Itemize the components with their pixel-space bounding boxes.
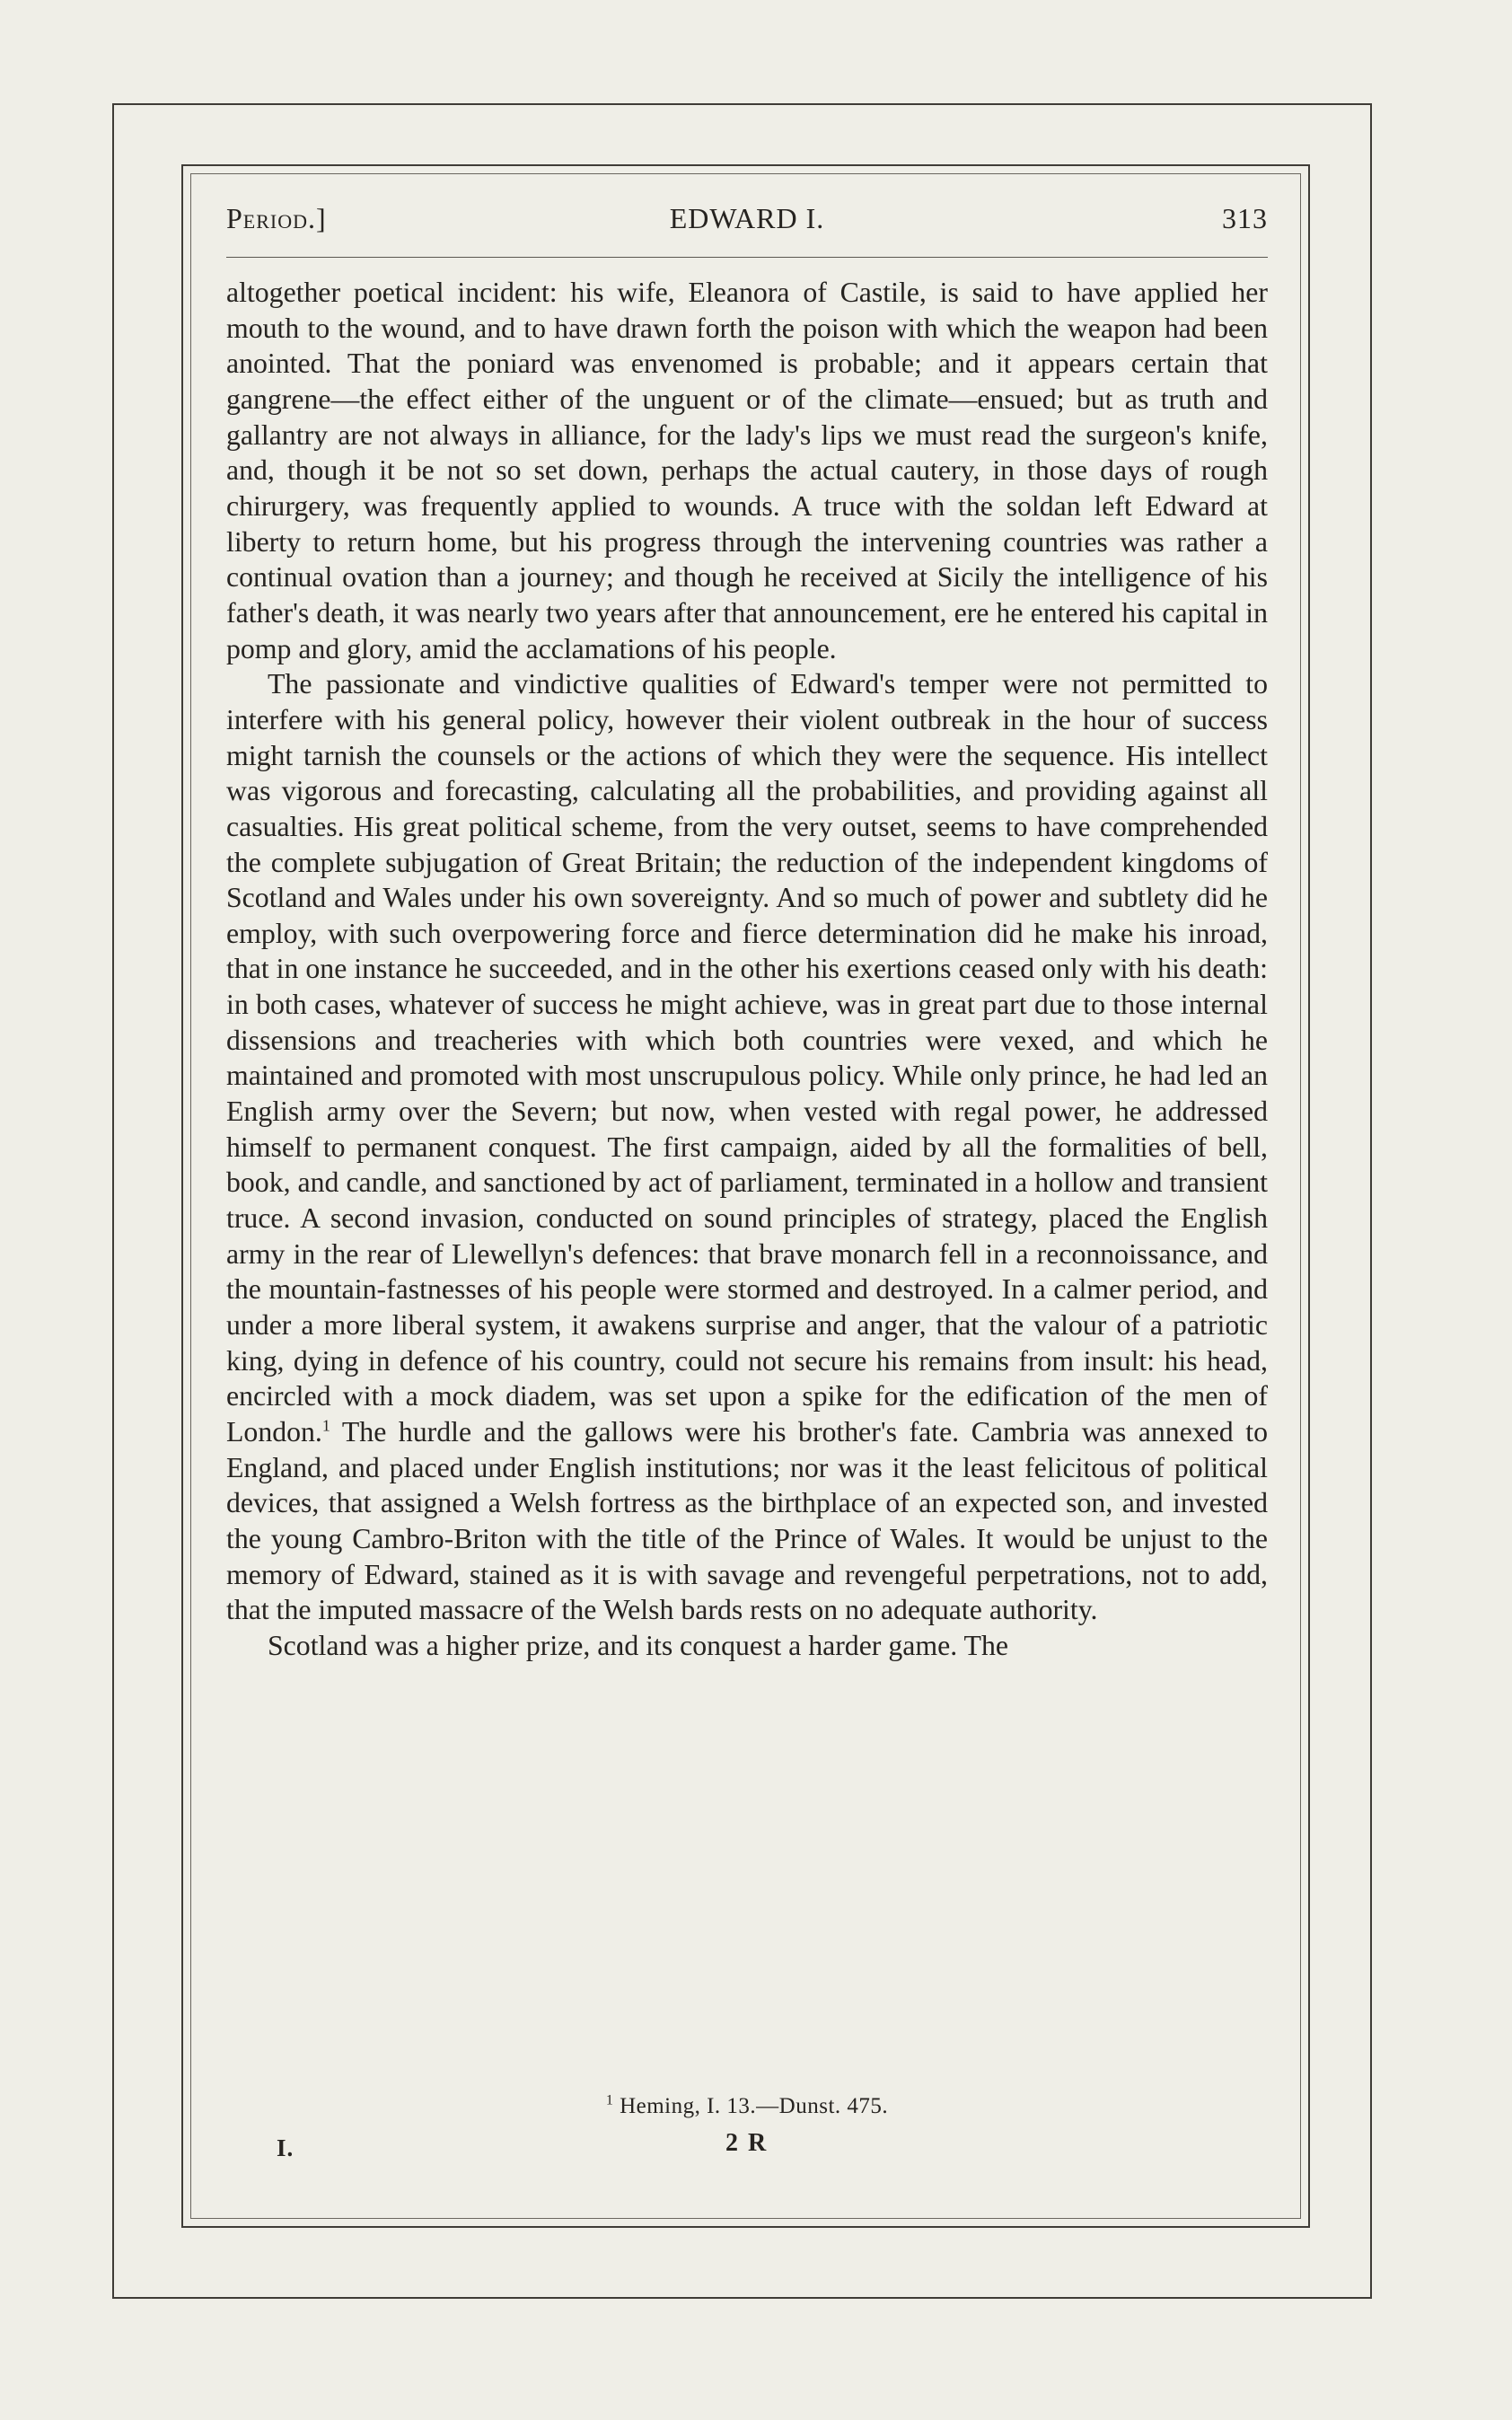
paragraph-3: Scotland was a higher prize, and its conquest a harder game. The	[268, 1629, 1008, 1661]
header-rule	[226, 257, 1268, 258]
footnote-marker: 1	[605, 2092, 614, 2108]
footnote	[226, 2094, 1268, 2119]
running-head	[226, 202, 1268, 247]
paragraph-2	[226, 666, 1268, 1628]
running-head-title: EDWARD I.	[669, 202, 825, 234]
volume-mark: I.	[277, 2134, 294, 2161]
running-head-section: Period.]	[226, 202, 327, 234]
page-number: 313	[1222, 202, 1268, 234]
footnote-text: Heming, I. 13.—Dunst. 475.	[620, 2094, 889, 2118]
paragraph-1: altogether poetical incident: his wife, Eleanora of Castile, is said to have applied her mouth to the wound, and to have drawn forth the poison with which the weapon had been anointed. That the poniard was envenomed is probable; and it appears certain that gangrene—the effect either of the unguent or of the climate—ensued; but as truth and gallantry are not always in alliance, for the lady's lips we must read the surgeon's knife, and, though it be not so set down, perhaps the actual cautery, in those days of rough chirurgery, was frequently applied to wounds. A truce with the soldan left Edward at liberty to return home, but his progress through the intervening countries was rather a continual ovation than a journey; and though he received at Sicily the intelligence of his father's death, it was nearly two years after that announcement, ere he entered his capital in pomp and glory, amid the acclamations of his people.	[226, 277, 1268, 664]
paragraph-2-continuation: The hurdle and the gallows were his brother's fate. Cambria was annexed to England, and placed under English institutions; nor was it the least felicitous of political devices, that assigned a Welsh fortress as the birthplace of an expected son, and invested the young Cambro-Briton with the title of the Prince of Wales. It would be unjust to the memory of Edward, stained as it is with savage and revengeful perpetrations, not to add, that the imputed massacre of the Welsh bards rests on no adequate authority.	[226, 1416, 1268, 1626]
footnote-reference: 1	[321, 1416, 330, 1435]
signature-mark: 2 R	[725, 2129, 769, 2157]
page-body	[226, 275, 1268, 2071]
paragraph-2-main: The passionate and vindictive qualities of Edward's temper were not permitted to interfere with his general policy, however their violent outbreak in the hour of success might tarnish the counsels or the actions of which they were the sequence. His intellect was vigorous and forecasting, calculating all the probabilities, and providing against all casualties. His great political scheme, from the very outset, seems to have comprehended the complete subjugation of Great Britain; the reduction of the independent kingdoms of Scotland and Wales under his own sovereignty. And so much of power and subtlety did he employ, with such overpowering force and fierce determination did he make his inroad, that in one instance he succeeded, and in the other his exertions ceased only with his death: in both cases, whatever of success he might achieve, was in great part due to those internal dissensions and treacheries with which both countries were vexed, and which he maintained and promoted with most unscrupulous policy. While only prince, he had led an English army over the Severn; but now, when vested with regal power, he addressed himself to permanent conquest. The first campaign, aided by all the formalities of bell, book, and candle, and sanctioned by act of parliament, terminated in a hollow and transient truce. A second invasion, conducted on sound principles of strategy, placed the English army in the rear of Llewellyn's defences: that brave monarch fell in a reconnoissance, and the mountain-fastnesses of his people were stormed and destroyed. In a calmer period, and under a more liberal system, it awakens surprise and anger, that the valour of a patriotic king, dying in defence of his country, could not secure his remains from insult: his head, encircled with a mock diadem, was set upon a spike for the edification of the men of London.	[226, 668, 1268, 1448]
